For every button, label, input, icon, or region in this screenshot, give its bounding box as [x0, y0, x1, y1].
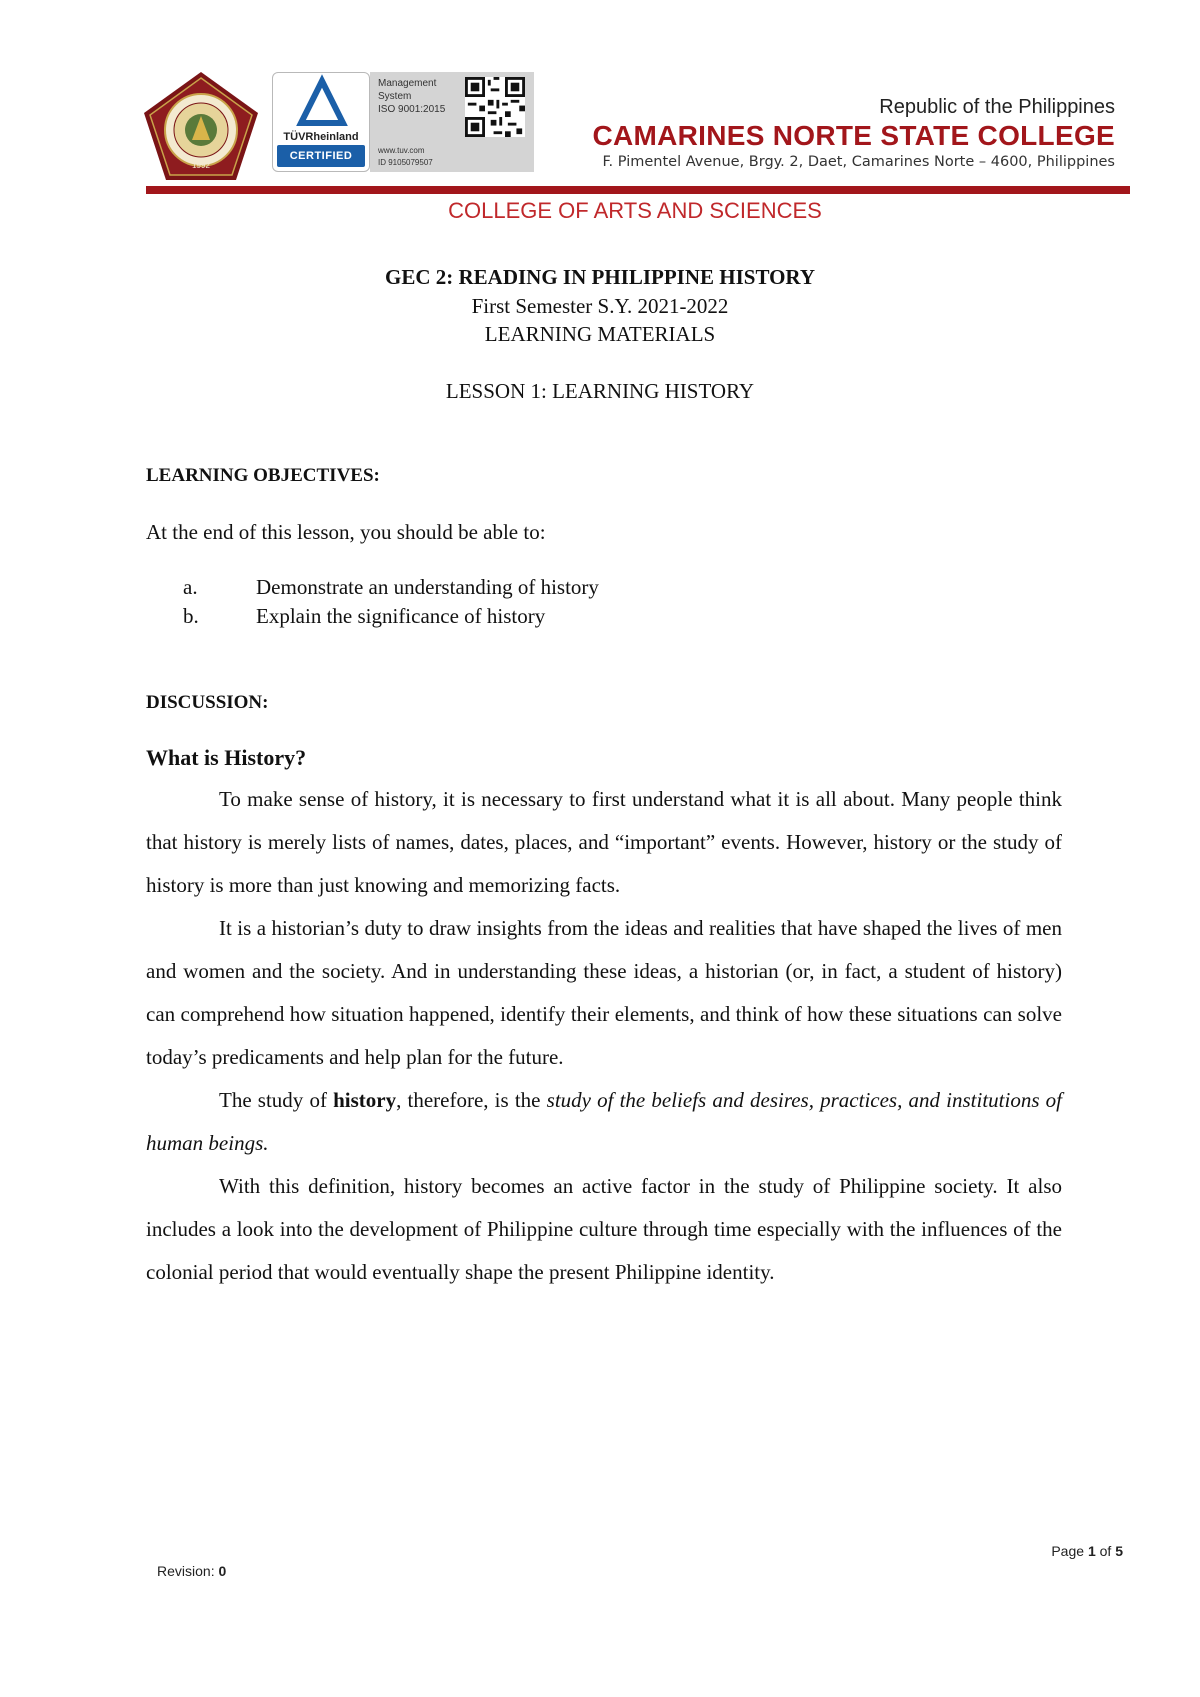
revision-value: 0 [218, 1563, 227, 1579]
list-marker: b. [183, 604, 199, 628]
p3-lead: The study of [219, 1088, 334, 1112]
page-current: 1 [1087, 1543, 1096, 1559]
p3-history-term: history [333, 1088, 397, 1112]
lesson-title: LESSON 1: LEARNING HISTORY [445, 379, 755, 403]
course-title: GEC 2: READING IN PHILIPPINE HISTORY [384, 265, 816, 289]
cert-line-1: Management [378, 78, 437, 89]
objectives-intro: At the end of this lesson, you should be able to: [146, 520, 546, 544]
college-address: F. Pimentel Avenue, Brgy. 2, Daet, Camarines Norte – 4600, Philippines [602, 154, 1115, 170]
header-divider [146, 186, 1130, 194]
section-heading: What is History? [146, 745, 307, 770]
seal-year: 1992 [192, 161, 210, 170]
management-system-panel [370, 72, 534, 172]
learning-materials-label: LEARNING MATERIALS [484, 322, 716, 346]
republic-line: Republic of the Philippines [879, 96, 1115, 118]
page-of: of [1095, 1543, 1116, 1559]
college-name: CAMARINES NORTE STATE COLLEGE [592, 120, 1115, 151]
page-number [1051, 1543, 1123, 1559]
qr-code-icon [465, 77, 525, 137]
discussion-body [146, 778, 1062, 1294]
revision-label: Revision: [157, 1563, 219, 1579]
p3-definition: study of the beliefs and desires, practices, and institutions of human beings. [146, 1088, 1062, 1155]
revision [157, 1563, 226, 1579]
cert-footer-2: ID 9105079507 [378, 158, 433, 167]
tuv-triangle-icon [273, 73, 371, 133]
objective-text: Demonstrate an understanding of history [256, 575, 599, 599]
cert-line-2: System [378, 91, 412, 102]
paragraph-4: With this definition, history becomes an active factor in the study of Philippine society. It also includes a look into the development of Philippine culture through time especially with the influences of the colonial period that would eventually shape the present Philippine identity. [146, 1174, 1062, 1284]
discussion-heading: DISCUSSION: [146, 692, 269, 713]
objective-text: Explain the significance of history [256, 604, 546, 628]
list-marker: a. [183, 575, 198, 599]
department-name: COLLEGE OF ARTS AND SCIENCES [448, 198, 822, 223]
tuv-name: TÜVRheinland [283, 131, 359, 143]
tuv-certification-badge [272, 72, 370, 172]
paragraph-1: To make sense of history, it is necessary to first understand what it is all about. Many people think that history is merely lists of names, dates, places, and “important” events. However, history or the study of history is more than just knowing and memorizing facts. [146, 787, 1062, 897]
paragraph-3 [146, 1079, 1062, 1165]
page-total: 5 [1115, 1543, 1123, 1559]
cert-line-3: ISO 9001:2015 [378, 104, 446, 115]
college-seal-logo [142, 70, 260, 182]
semester: First Semester S.Y. 2021-2022 [471, 294, 729, 318]
paragraph-2: It is a historian’s duty to draw insights from the ideas and realities that have shaped the lives of men and women and the society. And in understanding these ideas, a historian (or, in fact, a student of history) can comprehend how situation happened, identify their elements, and think of how these situations can solve today’s predicaments and help plan for the future. [146, 916, 1062, 1069]
p3-middle: , therefore, is the [396, 1088, 547, 1112]
objectives-heading: LEARNING OBJECTIVES: [146, 465, 380, 486]
page-label: Page [1051, 1543, 1088, 1559]
cert-footer-1: www.tuv.com [378, 146, 425, 155]
tuv-certified-label: CERTIFIED [277, 145, 365, 167]
